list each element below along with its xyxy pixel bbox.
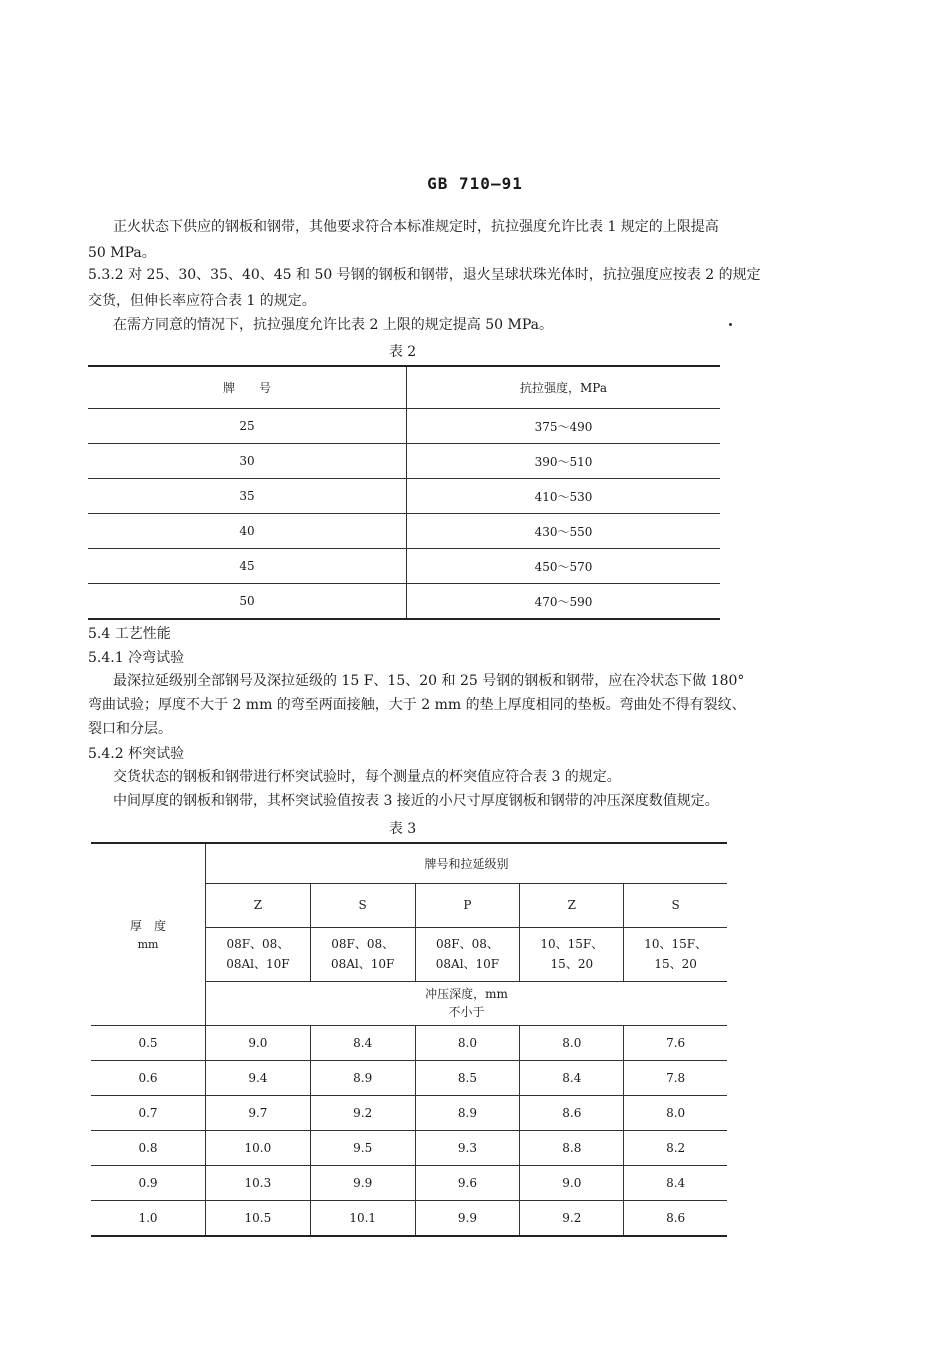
- thickness-cell: 0.6: [91, 1060, 206, 1095]
- grade-cell: [415, 927, 520, 981]
- grade-cell: [310, 927, 415, 981]
- value-cell: 8.4: [624, 1165, 727, 1200]
- grade-cell: [520, 927, 624, 981]
- value-cell: 9.2: [310, 1095, 415, 1130]
- value-cell: 9.3: [415, 1130, 520, 1165]
- value-cell: 7.6: [624, 1025, 727, 1060]
- grade-cell: 40: [88, 514, 407, 549]
- grade-cell: 35: [88, 479, 407, 514]
- table-row: [91, 1060, 727, 1095]
- table-2-header-row: [88, 366, 720, 409]
- grade-cell: 45: [88, 549, 407, 584]
- value-cell: 8.2: [624, 1130, 727, 1165]
- value-cell: 8.6: [624, 1200, 727, 1236]
- scan-speck: [729, 323, 732, 326]
- section-5-4-title: 5.4 工艺性能: [88, 626, 171, 642]
- table-2-caption: 表 2: [388, 344, 417, 360]
- clause-5-4-1-line-2: 弯曲试验；厚度不大于 2 mm 的弯至两面接触，大于 2 mm 的垫上厚度相同的垫板。弯曲处不得有裂纹、: [88, 697, 746, 713]
- table-row: [88, 479, 720, 514]
- value-cell: 8.4: [310, 1025, 415, 1060]
- thickness-cell: 0.9: [91, 1165, 206, 1200]
- class-cell: S: [624, 883, 727, 927]
- clause-5-4-2-line-1: 交货状态的钢板和钢带进行杯突试验时，每个测量点的杯突值应符合表 3 的规定。: [113, 769, 621, 785]
- value-cell: 10.1: [310, 1200, 415, 1236]
- strength-cell: 450～570: [407, 549, 721, 584]
- value-cell: 10.3: [206, 1165, 311, 1200]
- value-cell: 9.9: [310, 1165, 415, 1200]
- value-cell: 9.0: [520, 1165, 624, 1200]
- value-cell: 9.6: [415, 1165, 520, 1200]
- value-cell: 8.6: [520, 1095, 624, 1130]
- standard-number-header: GB 710—91: [427, 174, 523, 193]
- intro-line-1: 正火状态下供应的钢板和钢带，其他要求符合本标准规定时，抗拉强度允许比表 1 规定的上限提高: [113, 219, 719, 235]
- table-2-col-grade: 牌 号: [88, 366, 407, 409]
- value-cell: 9.9: [415, 1200, 520, 1236]
- strength-cell: 390～510: [407, 444, 721, 479]
- value-cell: 9.7: [206, 1095, 311, 1130]
- value-cell: 8.9: [310, 1060, 415, 1095]
- grade-line: 08Al、10F: [226, 957, 290, 971]
- value-cell: 8.8: [520, 1130, 624, 1165]
- thickness-label: 厚 度: [129, 919, 166, 934]
- grade-line: 15、20: [654, 957, 697, 971]
- clause-5-4-1-line-3: 裂口和分层。: [88, 721, 172, 737]
- grade-cell: 30: [88, 444, 407, 479]
- intro-line-2: 50 MPa。: [88, 245, 156, 261]
- grade-line: 08F、08、: [331, 937, 395, 951]
- table-2-col-strength: 抗拉强度，MPa: [407, 366, 721, 409]
- table-row: [88, 514, 720, 549]
- table-row: [91, 1095, 727, 1130]
- clause-5-3-2-line-2: 交货，但伸长率应符合表 1 的规定。: [88, 293, 316, 309]
- grade-line: 08Al、10F: [435, 957, 500, 971]
- value-cell: 9.0: [206, 1025, 311, 1060]
- table-row: [91, 1165, 727, 1200]
- value-cell: 10.0: [206, 1130, 311, 1165]
- thickness-unit: mm: [137, 938, 159, 952]
- section-5-4-2-title: 5.4.2 杯突试验: [88, 746, 185, 762]
- grade-line: 15、20: [550, 957, 594, 971]
- grade-line: 08F、08、: [226, 937, 290, 951]
- strength-cell: 375～490: [407, 409, 721, 444]
- grade-cell: [624, 927, 727, 981]
- strength-cell: 470～590: [407, 584, 721, 620]
- thickness-cell: 1.0: [91, 1200, 206, 1236]
- clause-5-4-2-line-2: 中间厚度的钢板和钢带，其杯突试验值按表 3 接近的小尺寸厚度钢板和钢带的冲压深度数值规定。: [113, 793, 719, 809]
- table-3: [91, 842, 727, 1237]
- grade-cell: 50: [88, 584, 407, 620]
- clause-5-4-1-line-1: 最深拉延级别全部钢号及深拉延级的 15 F、15、20 和 25 号钢的钢板和钢带，应在冷状态下做 180°: [113, 673, 745, 689]
- grade-line: 08F、08、: [436, 937, 499, 951]
- table-row: [88, 549, 720, 584]
- clause-5-3-2-line-3: 在需方同意的情况下，抗拉强度允许比表 2 上限的规定提高 50 MPa。: [113, 317, 553, 333]
- value-cell: 8.0: [415, 1025, 520, 1060]
- value-cell: 8.4: [520, 1060, 624, 1095]
- thickness-cell: 0.7: [91, 1095, 206, 1130]
- value-cell: 7.8: [624, 1060, 727, 1095]
- table-row: [91, 1200, 727, 1236]
- grade-line: 10、15F、: [540, 937, 604, 951]
- thickness-cell: 0.5: [91, 1025, 206, 1060]
- value-cell: 9.2: [520, 1200, 624, 1236]
- table-row: [88, 409, 720, 444]
- class-cell: Z: [206, 883, 311, 927]
- class-cell: Z: [520, 883, 624, 927]
- strength-cell: 410～530: [407, 479, 721, 514]
- grade-cell: [206, 927, 311, 981]
- clause-5-3-2-line-1: 5.3.2 对 25、30、35、40、45 和 50 号钢的钢板和钢带，退火呈球状珠光体时，抗拉强度应按表 2 的规定: [88, 267, 761, 283]
- value-cell: 8.0: [520, 1025, 624, 1060]
- depth-note: 不小于: [448, 1005, 485, 1019]
- value-cell: 10.5: [206, 1200, 311, 1236]
- grade-line: 10、15F、: [644, 937, 708, 951]
- depth-label: 冲压深度，mm: [425, 987, 508, 1001]
- class-cell: P: [415, 883, 520, 927]
- table-3-header-group-row: [91, 843, 727, 883]
- section-5-4-1-title: 5.4.1 冷弯试验: [88, 650, 185, 666]
- table-row: [91, 1130, 727, 1165]
- depth-header: [206, 981, 728, 1025]
- strength-cell: 430～550: [407, 514, 721, 549]
- value-cell: 8.5: [415, 1060, 520, 1095]
- value-cell: 8.0: [624, 1095, 727, 1130]
- value-cell: 9.4: [206, 1060, 311, 1095]
- table-row: [88, 584, 720, 620]
- grade-cell: 25: [88, 409, 407, 444]
- thickness-header: [91, 843, 206, 1025]
- table-3-caption: 表 3: [388, 821, 417, 837]
- class-cell: S: [310, 883, 415, 927]
- value-cell: 8.9: [415, 1095, 520, 1130]
- table-row: [91, 1025, 727, 1060]
- grade-line: 08Al、10F: [330, 957, 395, 971]
- grade-group-header: 牌号和拉延级别: [206, 843, 728, 883]
- value-cell: 9.5: [310, 1130, 415, 1165]
- table-row: [88, 444, 720, 479]
- table-2: [88, 365, 720, 620]
- thickness-cell: 0.8: [91, 1130, 206, 1165]
